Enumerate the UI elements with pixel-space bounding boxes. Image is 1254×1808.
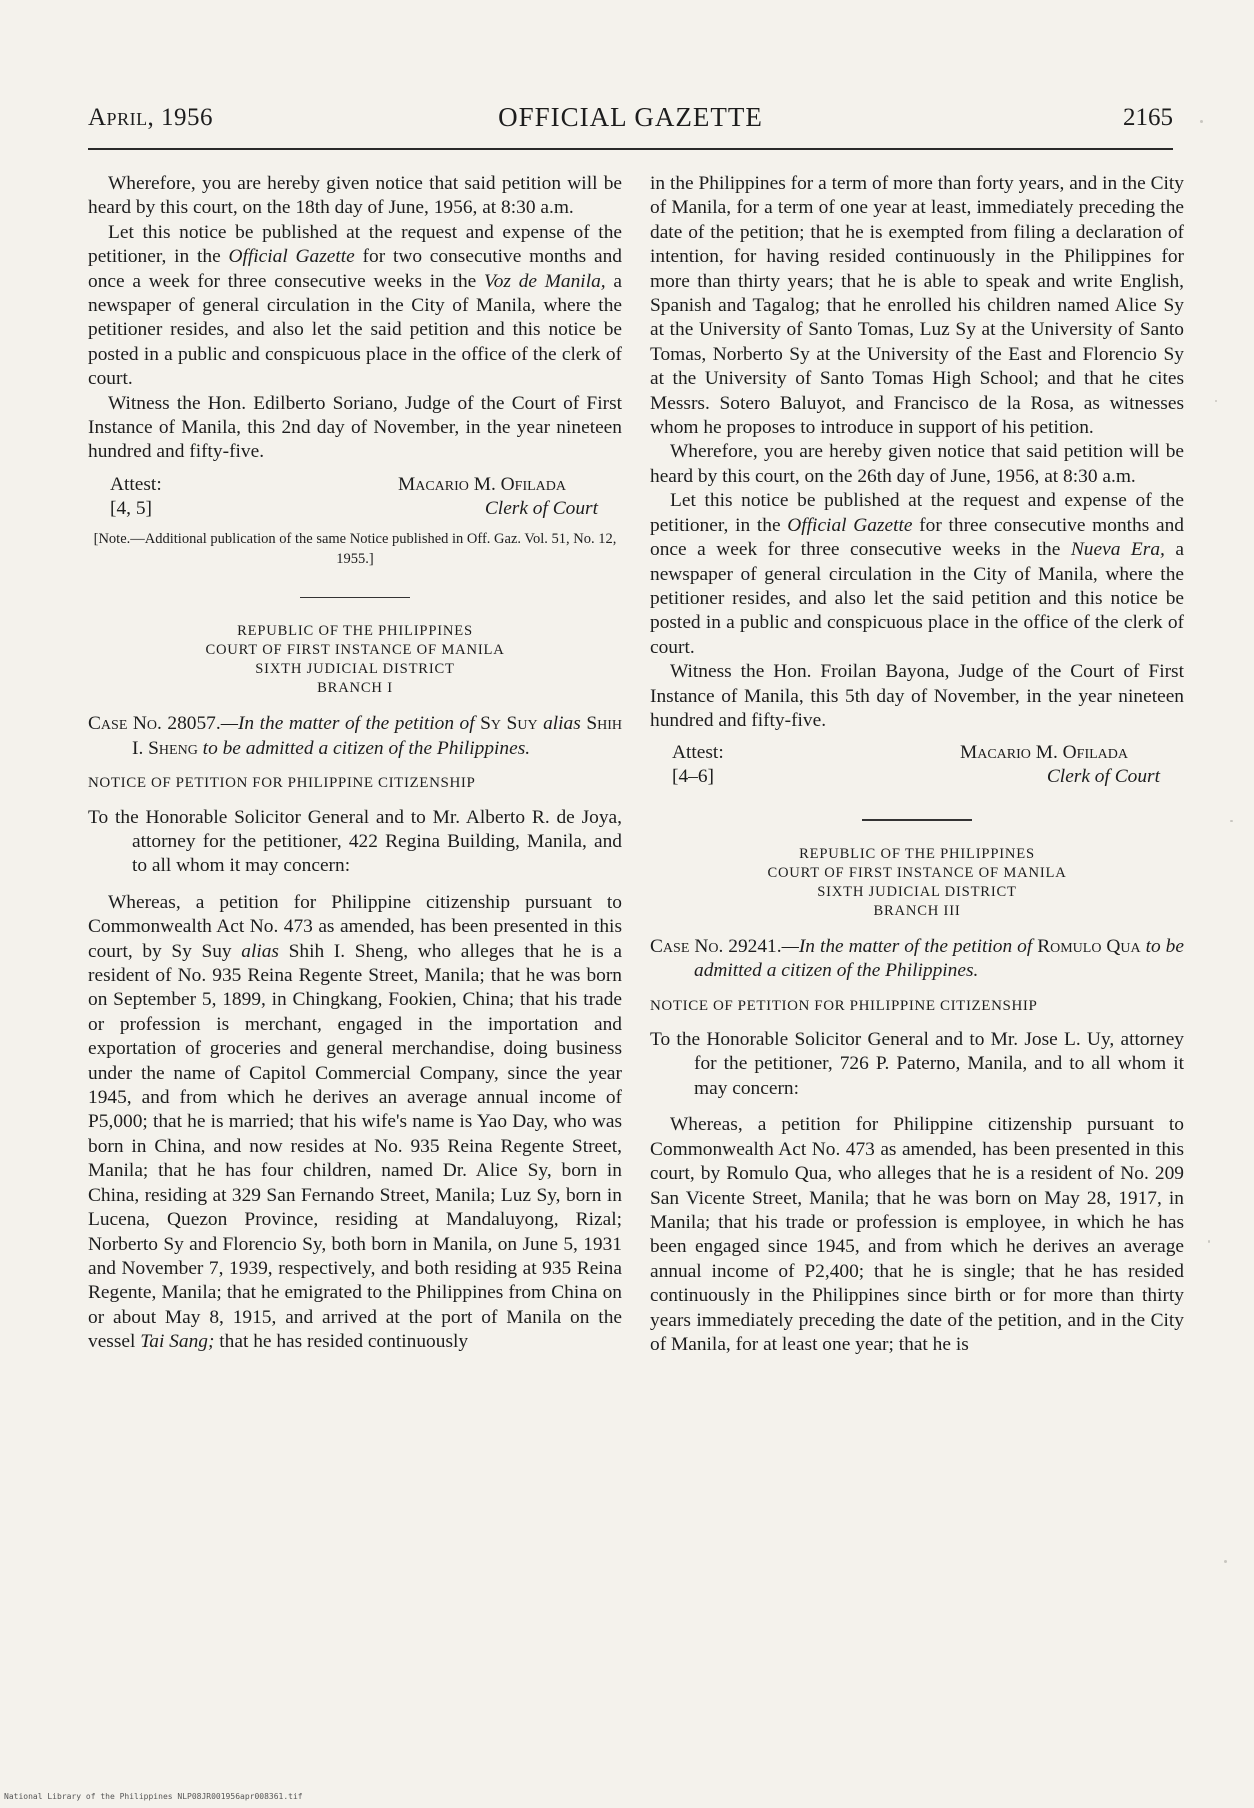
- signatory-name: Macario M. Ofilada: [959, 742, 1128, 764]
- signatory-name: Macario M. Ofilada: [397, 473, 566, 495]
- right-column: [650, 172, 1184, 1357]
- paragraph: Witness the Hon. Edilberto Soriano, Judge of the Court of First Instance of Manila, this 2nd day of November, in the year nineteen hundred and fifty-five.: [88, 392, 622, 463]
- notice-heading: NOTICE OF PETITION FOR PHILIPPINE CITIZENSHIP: [650, 997, 1038, 1014]
- paragraph: Let this notice be published at the request and expense of the petitioner, in the Official Gazette for two consecutive months and once a week for three consecutive weeks in the Voz de Manila, a newspaper of general circulation in the City of Manila, where the petitioner resides, and also let the said petition and this notice be posted in a public and conspicuous place in the office of the clerk of court.: [88, 221, 622, 390]
- court-line: BRANCH I: [317, 680, 393, 697]
- scan-speck: [1224, 1560, 1227, 1563]
- case-title: Case No. 29241.—In the matter of the petition of Romulo Qua to be admitted a citizen of the Philippines.: [650, 935, 1184, 982]
- paragraph: Wherefore, you are hereby given notice that said petition will be heard by this court, on the 18th day of June, 1956, at 8:30 a.m.: [88, 173, 622, 219]
- attest-label: Attest:: [672, 742, 724, 764]
- court-heading: [650, 845, 1184, 921]
- paragraph: Whereas, a petition for Philippine citizenship pursuant to Commonwealth Act No. 473 as amended, has been presented in this court, by Romulo Qua, who alleges that he is a resident of No. 209 San Vicente Street, Manila; that he was born on May 28, 1917, in Manila; that his trade or profession is employee, in which he has been engaged since 1945, and from which he derives an average annual income of P2,400; that he is single; that he has resided continuously in the Philippines since birth or for more than thirty years immediately preceding the date of the petition, and in the City of Manila, for at least one year; that he is: [650, 1114, 1184, 1355]
- left-column: [88, 172, 622, 1355]
- paragraph: Whereas, a petition for Philippine citizenship pursuant to Commonwealth Act No. 473 as amended, has been presented in this court, by Sy Suy alias Shih I. Sheng, who alleges that he is a resident of No. 935 Reina Regente Street, Manila; that he was born on September 5, 1899, in Chingkang, Fookien, China; that his trade or profession is merchant, engaged in the importation and exportation of groceries and general merchandise, doing business under the name of Capitol Commercial Company, since the year 1945, and from which he derives an average annual income of P5,000; that he is married; that his wife's name is Yao Day, who was born in China, and now resides at No. 935 Reina Regente Street, Manila; that he has four children, named Dr. Alice Sy, born in China, residing at 329 San Fernando Street, Manila; Luz Sy, born in Lucena, Quezon Province, residing at Mandaluyong, Rizal; Norberto Sy and Florencio Sy, both born in Manila, on June 5, 1931 and November 7, 1939, respectively, and both residing at 935 Reina Regente, Manila; that he emigrated to the Philippines from China on or about May 8, 1915, and arrived at the port of Manila on the vessel Tai Sang; that he has resided continuously: [88, 891, 623, 1353]
- notice-heading: NOTICE OF PETITION FOR PHILIPPINE CITIZENSHIP: [88, 775, 476, 792]
- address-paragraph: To the Honorable Solicitor General and to Mr. Jose L. Uy, attorney for the petitioner, 726 P. Paterno, Manila, and to all whom it may concern:: [650, 1029, 1184, 1099]
- attest-label: Attest:: [110, 473, 162, 495]
- section-separator: [300, 597, 410, 599]
- publication-note: [Note.—Additional publication of the same Notice published in Off. Gaz. Vol. 51, No. 12, 1955.]: [93, 530, 617, 567]
- court-line: SIXTH JUDICIAL DISTRICT: [817, 883, 1017, 900]
- issue-ref: [4, 5]: [110, 497, 153, 519]
- scan-footer: National Library of the Philippines NLP08JR001956apr008361.tif: [4, 1792, 303, 1801]
- page-header: [88, 100, 1173, 140]
- case-title: Case No. 28057.—In the matter of the petition of Sy Suy alias Shih I. Sheng to be admitted a citizen of the Philippines.: [88, 713, 622, 759]
- court-line: COURT OF FIRST INSTANCE OF MANILA: [205, 642, 505, 659]
- scan-speck: [1230, 820, 1233, 822]
- paragraph: in the Philippines for a term of more than forty years, and in the City of Manila, for a term of one year at least, immediately preceding the date of the petition; that he is exempted from filing a declaration of intention, for having resided continuously in the Philippines for more than thirty years; that he is able to speak and write English, Spanish and Tagalog; that he enrolled his children named Alice Sy at the University of Santo Tomas, Luz Sy at the University of Santo Tomas, Norberto Sy at the University of the East and Florencio Sy at the University of Santo Tomas High School; and that he cites Messrs. Sotero Baluyot, and Francisco de la Rosa, as witnesses whom he proposes to introduce in support of his petition.: [650, 173, 1184, 439]
- header-rule: [88, 148, 1173, 150]
- paragraph: Let this notice be published at the request and expense of the petitioner, in the Official Gazette for three consecutive months and once a week for three consecutive weeks in the Nueva Era, a newspaper of general circulation in the City of Manila, where the petitioner resides, and also let the said petition and this notice be posted in a public and conspicuous place in the office of the clerk of court.: [650, 490, 1184, 658]
- paragraph: Witness the Hon. Froilan Bayona, Judge of the Court of First Instance of Manila, this 5th day of November, in the year nineteen hundred and fifty-five.: [650, 661, 1184, 731]
- header-title: OFFICIAL GAZETTE: [498, 102, 763, 132]
- header-date: April, 1956: [88, 104, 214, 131]
- court-line: REPUBLIC OF THE PHILIPPINES: [799, 845, 1035, 862]
- court-line: SIXTH JUDICIAL DISTRICT: [255, 661, 455, 678]
- address-paragraph: To the Honorable Solicitor General and to Mr. Alberto R. de Joya, attorney for the petitioner, 422 Regina Building, Manila, and to all whom it may concern:: [88, 806, 622, 877]
- signature-block: [650, 741, 1184, 791]
- issue-ref: [4–6]: [672, 766, 715, 788]
- scan-speck: [1215, 400, 1217, 402]
- court-line: COURT OF FIRST INSTANCE OF MANILA: [767, 864, 1067, 881]
- paragraph: Wherefore, you are hereby given notice that said petition will be heard by this court, on the 26th day of June, 1956, at 8:30 a.m.: [650, 441, 1184, 487]
- signatory-title: Clerk of Court: [1046, 766, 1160, 788]
- scan-speck: [1200, 120, 1203, 123]
- scan-speck: [1208, 1240, 1210, 1243]
- court-heading: [88, 622, 622, 698]
- header-page-number: 2165: [1123, 104, 1173, 131]
- court-line: BRANCH III: [873, 902, 961, 919]
- signatory-title: Clerk of Court: [484, 497, 598, 519]
- court-line: REPUBLIC OF THE PHILIPPINES: [237, 623, 473, 640]
- signature-block: [88, 473, 622, 523]
- section-separator: [862, 819, 972, 821]
